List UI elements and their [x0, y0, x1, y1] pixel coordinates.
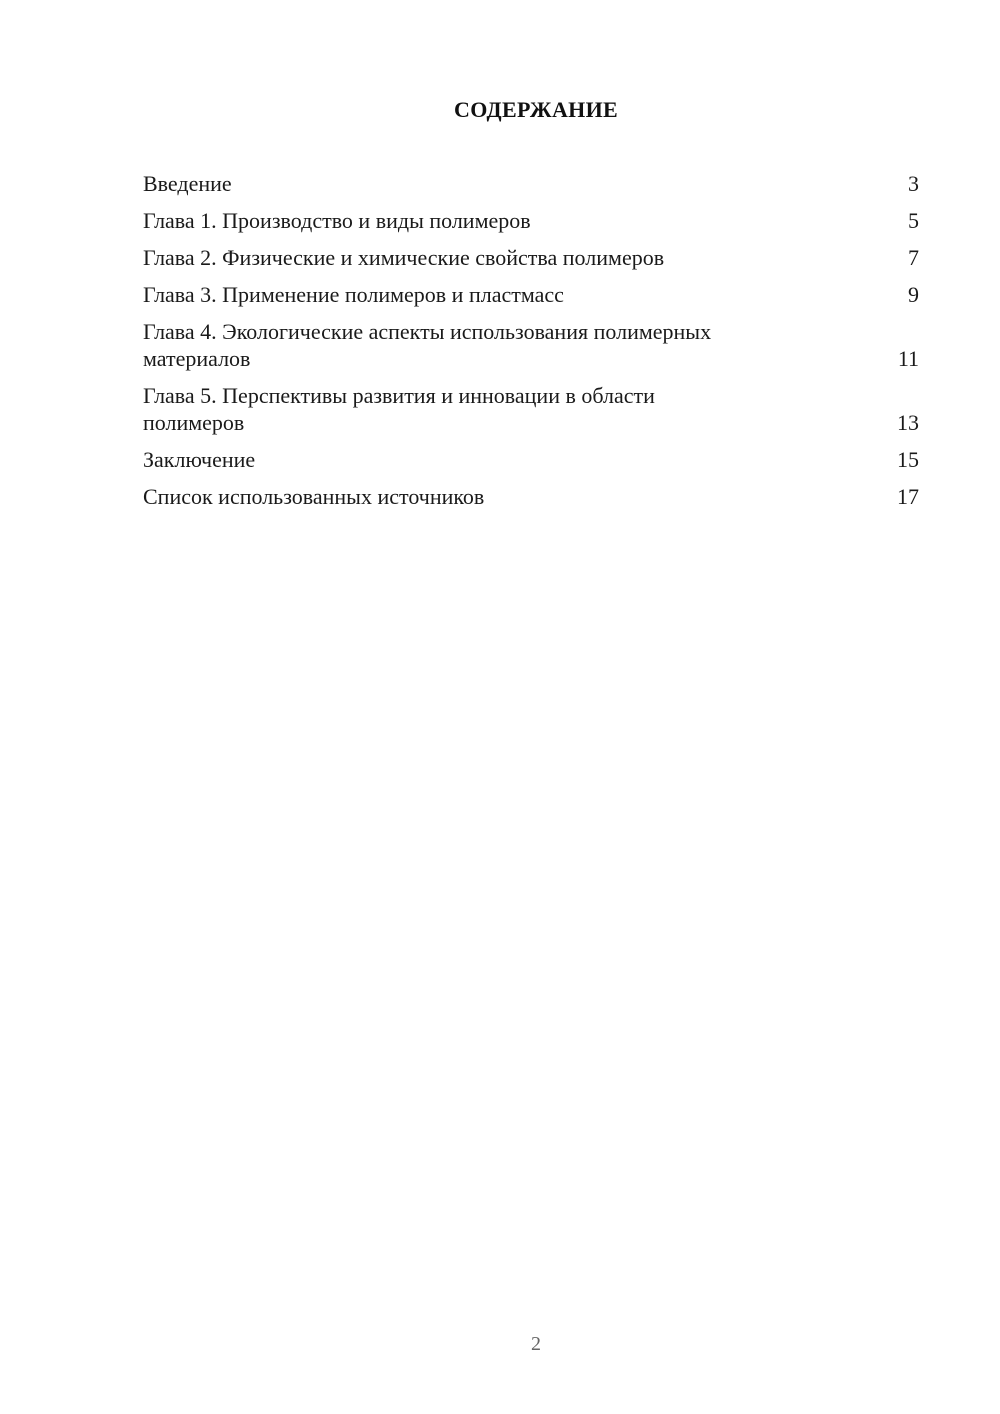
toc-entry-conclusion[interactable]: [143, 446, 919, 473]
toc-entry-page: 11: [897, 346, 919, 371]
toc-entry-page: 7: [908, 245, 919, 270]
toc-entry-chapter-3[interactable]: [143, 281, 919, 308]
toc-entry-chapter-4[interactable]: [143, 318, 919, 372]
toc-entry-page: 15: [897, 447, 919, 472]
toc-entry-chapter-5[interactable]: [143, 382, 919, 436]
toc-entry-page: 9: [908, 282, 919, 307]
toc-entry-page: 3: [908, 171, 919, 196]
toc-entry-chapter-1[interactable]: [143, 207, 919, 234]
page-number: 2: [531, 1333, 541, 1355]
toc-entry-page: 5: [908, 208, 919, 233]
toc-entry-chapter-2[interactable]: [143, 244, 919, 271]
table-of-contents: [143, 170, 919, 520]
toc-entry-title: Глава 1. Производство и виды полимеров: [143, 208, 531, 233]
toc-entry-title: Глава 5. Перспективы развития и инновации в области полимеров: [143, 383, 655, 435]
page-title: СОДЕРЖАНИЕ: [454, 97, 618, 122]
toc-entry-page: 13: [897, 410, 919, 435]
toc-entry-title: Заключение: [143, 447, 256, 472]
toc-entry-references[interactable]: [143, 483, 919, 510]
toc-entry-title: Глава 3. Применение полимеров и пластмасс: [143, 282, 564, 307]
toc-entry-title: Глава 4. Экологические аспекты использования полимерных материалов: [143, 319, 712, 371]
toc-entry-page: 17: [897, 484, 919, 509]
toc-entry-title: Введение: [143, 171, 232, 196]
toc-entry-introduction[interactable]: [143, 170, 919, 197]
toc-entry-title: Глава 2. Физические и химические свойства полимеров: [143, 245, 665, 270]
toc-entry-title: Список использованных источников: [143, 484, 485, 509]
